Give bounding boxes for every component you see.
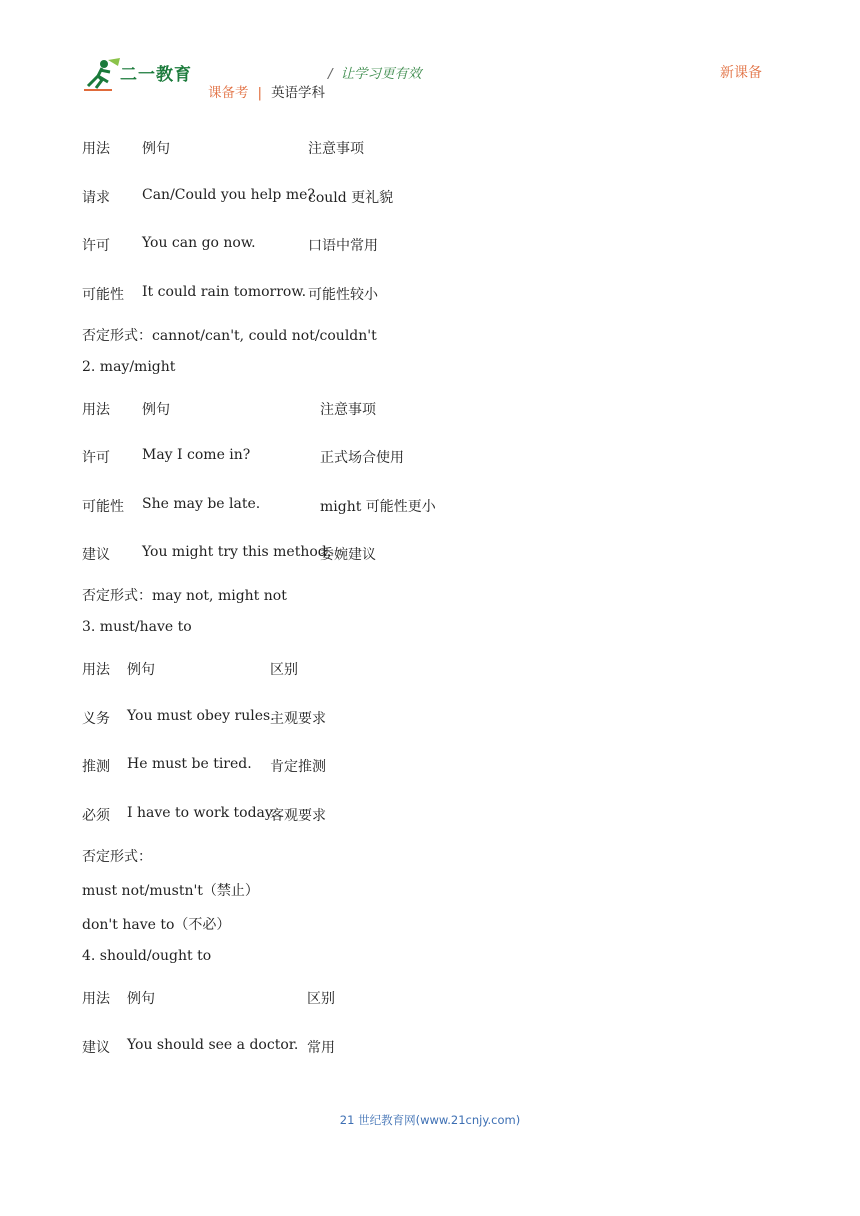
table-cell: 必须	[82, 808, 110, 824]
table-cell: 委婉建议	[320, 547, 376, 563]
table-cell: 例句	[142, 402, 170, 418]
new-course-label: 新课备	[720, 65, 762, 81]
table-cell: 用法	[82, 991, 110, 1007]
table-cell: 例句	[127, 991, 155, 1007]
table-cell: 许可	[82, 238, 110, 254]
table-cell: You should see a doctor.	[127, 1037, 299, 1053]
table-cell: She may be late.	[142, 496, 261, 512]
table-cell: You can go now.	[142, 235, 256, 251]
table-cell: 肯定推测	[270, 759, 326, 775]
table-cell: 可能性	[82, 499, 124, 515]
table-cell: 常用	[307, 1040, 335, 1056]
table-cell: You must obey rules.	[127, 708, 275, 724]
running-man-icon	[82, 56, 122, 92]
table-cell: 区别	[307, 991, 335, 1007]
logo-text: 二一教育	[120, 65, 192, 85]
table-cell: 许可	[82, 450, 110, 466]
footer: 21 世纪教育网(www.21cnjy.com)	[339, 1113, 521, 1127]
table-cell: 建议	[82, 547, 110, 563]
table-cell: 用法	[82, 402, 110, 418]
subheader	[208, 81, 325, 101]
table-cell: Can/Could you help me?	[142, 187, 315, 203]
table-cell: 可能性较小	[308, 287, 378, 303]
table-cell: I have to work today.	[127, 805, 276, 821]
table-cell: 主观要求	[270, 711, 326, 727]
table-cell: could 更礼貌	[308, 190, 394, 206]
table-cell: might 可能性更小	[320, 499, 436, 515]
table-cell: 用法	[82, 662, 110, 678]
table-cell: 可能性	[82, 287, 124, 303]
table-cell: 义务	[82, 711, 110, 727]
table-cell: It could rain tomorrow.	[142, 284, 307, 300]
table-cell: 用法	[82, 141, 110, 157]
note: don't have to（不必）	[82, 917, 231, 933]
slogan: / 让学习更有效	[328, 66, 422, 82]
section-heading: 3. must/have to	[82, 619, 192, 635]
table-cell: 请求	[82, 190, 110, 206]
note: 否定形式：cannot/can't, could not/couldn't	[82, 328, 377, 344]
table-cell: May I come in?	[142, 447, 251, 463]
table-cell: 注意事项	[320, 402, 376, 418]
table-cell: 例句	[127, 662, 155, 678]
table-cell: 区别	[270, 662, 298, 678]
table-cell: 客观要求	[270, 808, 326, 824]
note: must not/mustn't（禁止）	[82, 883, 259, 899]
divider: |	[257, 85, 263, 101]
table-cell: 推测	[82, 759, 110, 775]
section-heading: 2. may/might	[82, 359, 176, 375]
note: 否定形式：may not, might not	[82, 588, 287, 604]
section-heading: 4. should/ought to	[82, 948, 212, 964]
table-cell: 口语中常用	[308, 238, 378, 254]
subject-label: 英语学科	[271, 85, 326, 101]
table-cell: 例句	[142, 141, 170, 157]
note: 否定形式：	[82, 849, 152, 865]
table-cell: He must be tired.	[127, 756, 252, 772]
table-cell: 正式场合使用	[320, 450, 404, 466]
table-cell: 注意事项	[308, 141, 364, 157]
table-cell: You might try this method.	[142, 544, 332, 560]
table-cell: 建议	[82, 1040, 110, 1056]
logo	[82, 56, 192, 92]
org-label: 课备考	[208, 85, 249, 101]
